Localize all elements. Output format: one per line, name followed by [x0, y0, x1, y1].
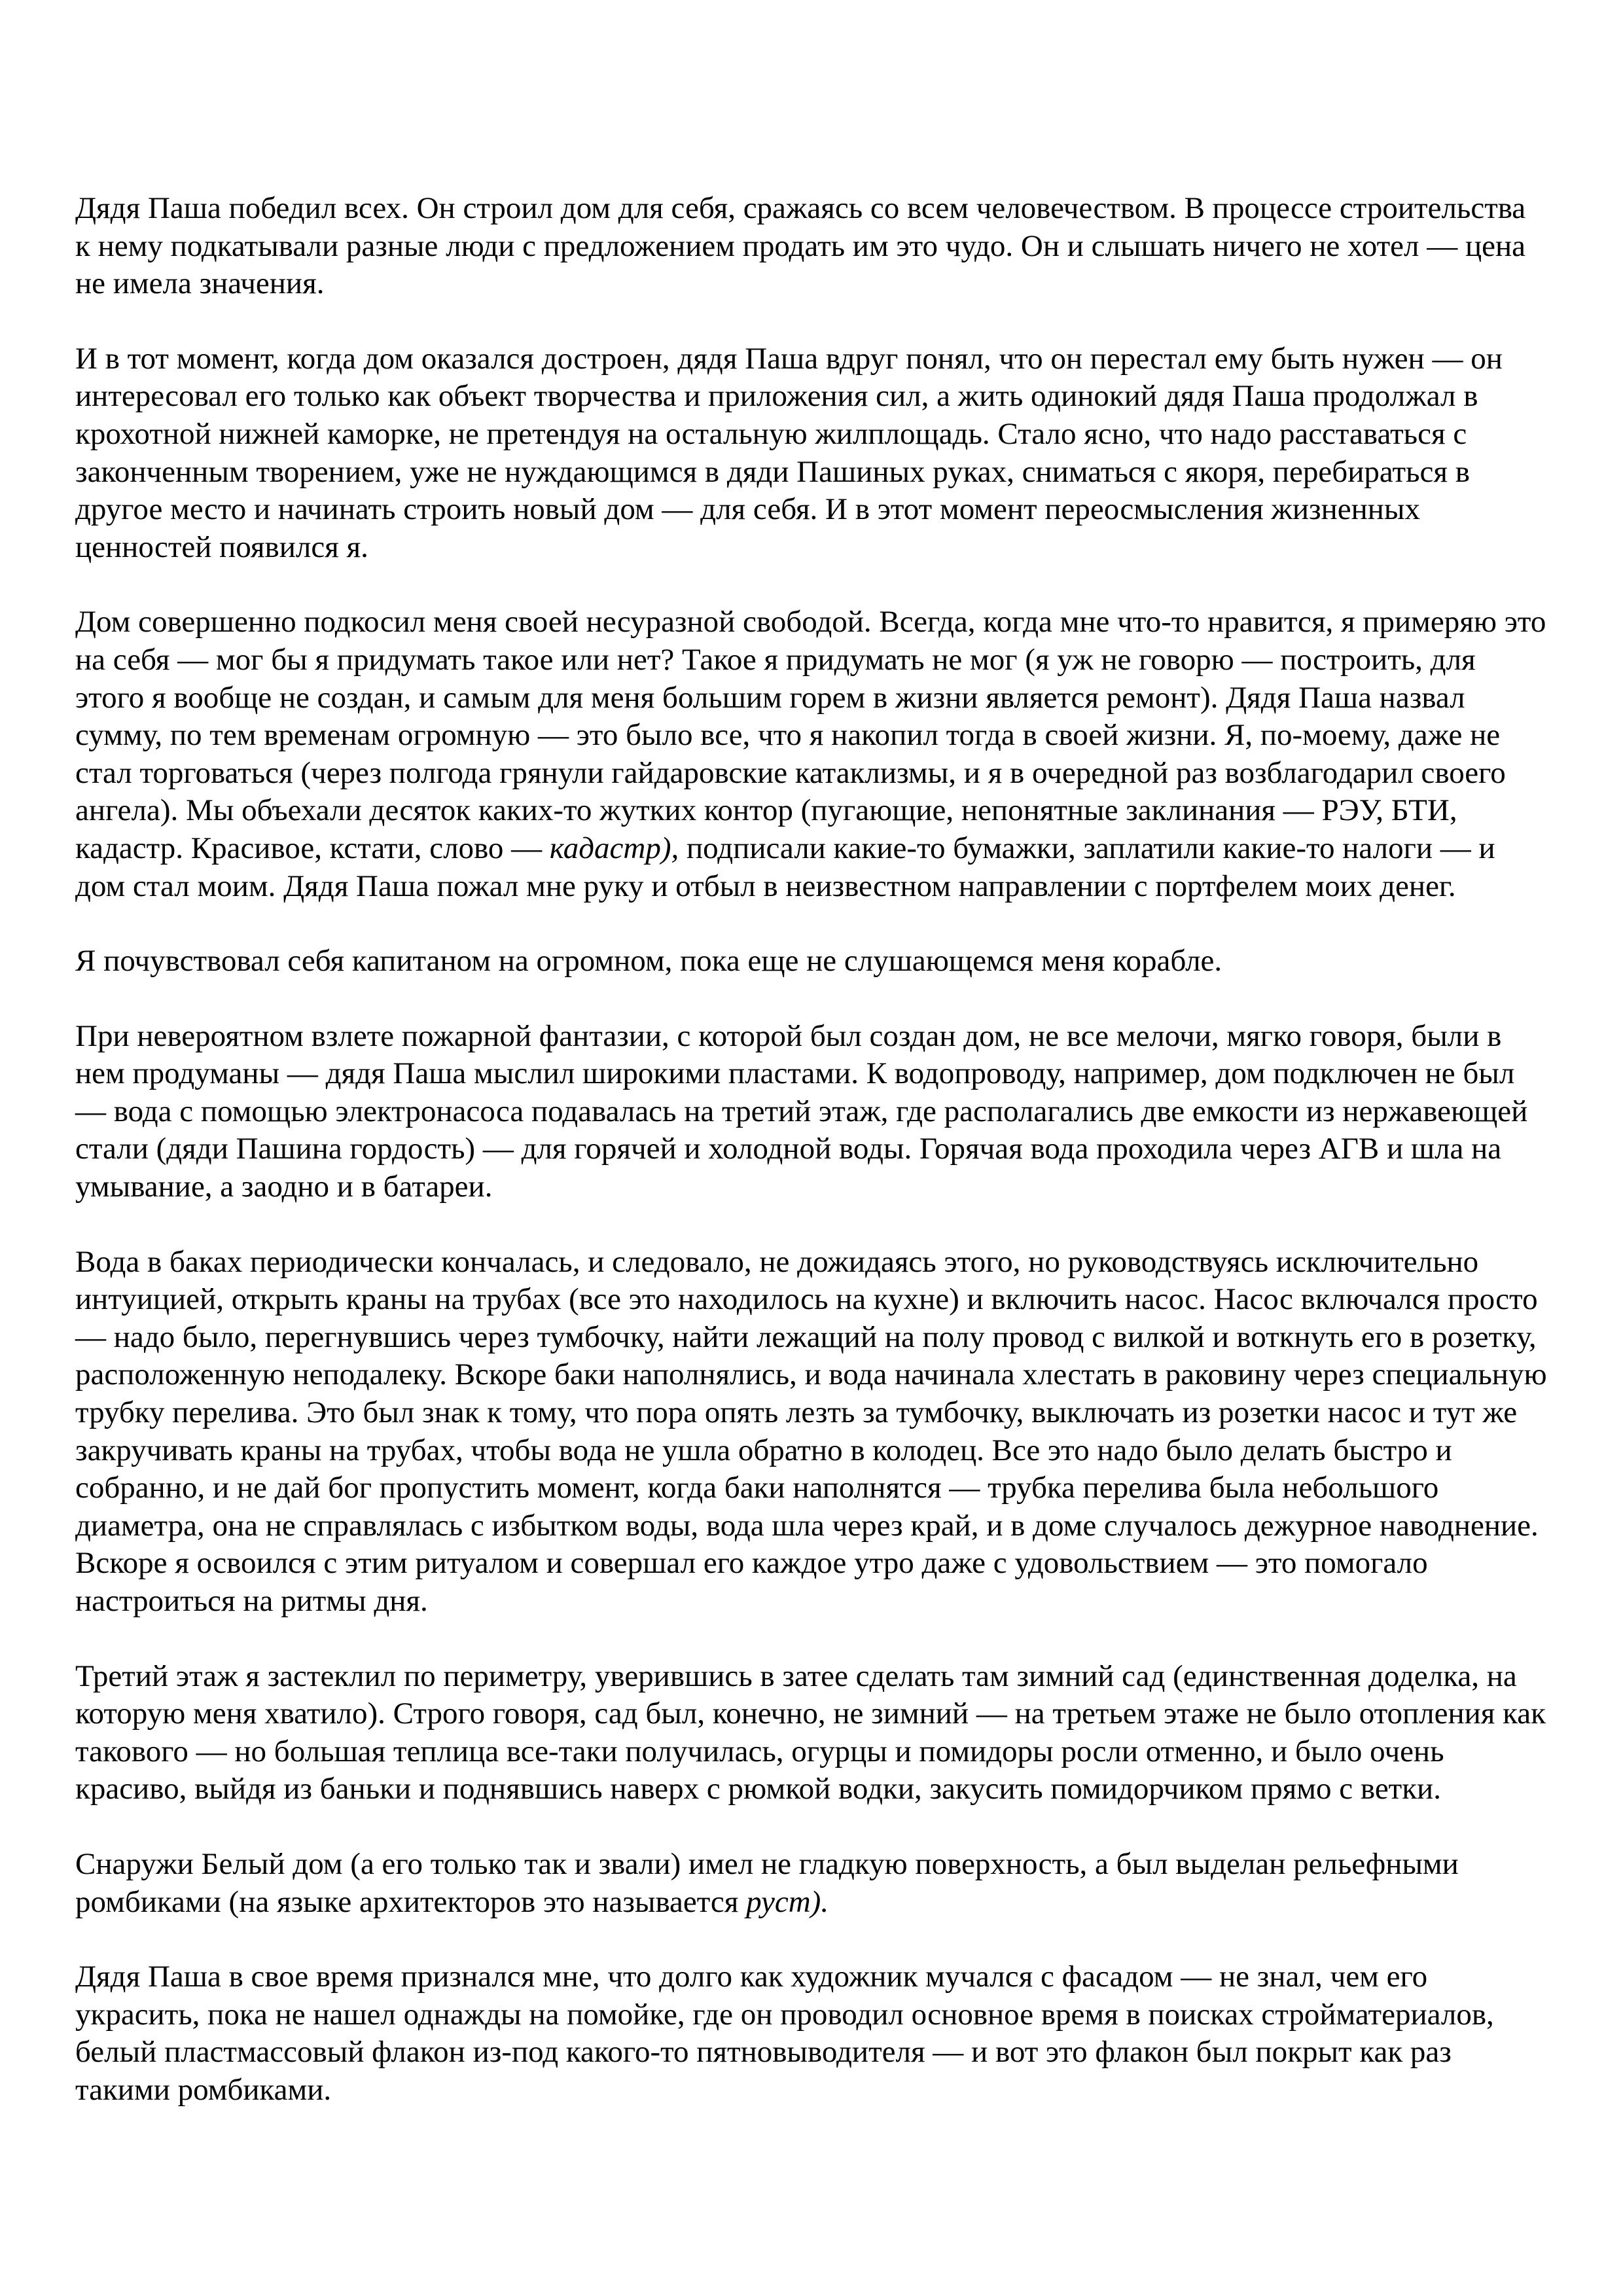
paragraph-9: Дядя Паша в свое время признался мне, что долго как художник мучался с фасадом — не знал, чем его украсить, пока не нашел однажды на помойке, где он проводил основное время в поисках стройматериалов, белый пластмассовый флакон из-под какого-то пятновыводителя — и вот это флакон был покрыт как раз такими ромбиками. — [75, 1960, 1494, 2107]
paragraph-7: Третий этаж я застеклил по периметру, уверившись в затее сделать там зимний сад (единственная доделка, на которую меня хватило). Строго говоря, сад был, конечно, не зимний — на третьем этаже не было отопления как такового — но большая теплица все-таки получилась, огурцы и помидоры росли отменно, и было очень красиво, выйдя из баньки и поднявшись наверх с рюмкой водки, закусить помидорчиком прямо с ветки. — [75, 1659, 1546, 1806]
paragraph-8 — [75, 1846, 1548, 1921]
paragraph-3-text-before: Дом совершенно подкосил меня своей несуразной свободой. Всегда, когда мне что-то нравится, я примеряю это на себя — мог бы я придумать такое или нет? Такое я придумать не мог (я уж не говорю — построить, для этого я вообще не создан, и самым для меня большим горем в жизни является ремонт). Дядя Паша назвал сумму, по тем временам огромную — это было все, что я накопил тогда в своей жизни. Я, по-моему, даже не стал торговаться (через полгода грянули гайдаровские катаклизмы, и я в очередной раз возблагодарил своего ангела). Мы объехали десяток каких-то жутких контор (пугающие, непонятные заклинания — РЭУ, БТИ, кадастр. Красивое, кстати, слово — — [75, 605, 1546, 865]
paragraph-5: При невероятном взлете пожарной фантазии, с которой был создан дом, не все мелочи, мягко говоря, были в нем продуманы — дядя Паша мыслил широкими пластами. К водопроводу, например, дом подключен не был — вода с помощью электронасоса подавалась на третий этаж, где располагались две емкости из нержавеющей стали (дяди Пашина гордость) — для горячей и холодной воды. Горячая вода проходила через АГВ и шла на умывание, а заодно и в батареи. — [75, 1018, 1528, 1204]
paragraph-1: Дядя Паша победил всех. Он строил дом для себя, сражаясь со всем человечеством. В процессе строительства к нему подкатывали разные люди с предложением продать им это чудо. Он и слышать ничего не хотел — цена не имела значения. — [75, 191, 1526, 301]
document-page — [75, 190, 1548, 2109]
paragraph-3 — [75, 603, 1548, 905]
paragraph-6: Вода в баках периодически кончалась, и следовало, не дожидаясь этого, но руководствуясь исключительно интуицией, открыть краны на трубах (все это находилось на кухне) и включить насос. Насос включался просто — надо было, перегнувшись через тумбочку, найти лежащий на полу провод с вилкой и воткнуть его в розетку, расположенную неподалеку. Вскоре баки наполнялись, и вода начинала хлестать в раковину через специальную трубку перелива. Это был знак к тому, что пора опять лезть за тумбочку, выключать из розетки насос и тут же закручивать краны на трубах, чтобы вода не ушла обратно в колодец. Все это надо было делать быстро и собранно, и не дай бог пропустить момент, когда баки наполнятся — трубка перелива была небольшого диаметра, она не справлялась с избытком воды, вода шла через край, и в доме случалось дежурное наводнение. Вскоре я освоился с этим ритуалом и совершал его каждое утро даже с удовольствием — это помогало настроиться на ритмы дня. — [75, 1244, 1547, 1618]
paragraph-3-italic-term: кадастр), — [549, 831, 679, 865]
paragraph-2: И в тот момент, когда дом оказался достроен, дядя Паша вдруг понял, что он перестал ему быть нужен — он интересовал его только как объект творчества и приложения сил, а жить одинокий дядя Паша продолжал в крохотной нижней каморке, не претендуя на остальную жилплощадь. Стало ясно, что надо расставаться с законченным творением, уже не нуждающимся в дяди Пашиных руках, сниматься с якоря, перебираться в другое место и начинать строить новый дом — для себя. И в этот момент переосмысления жизненных ценностей появился я. — [75, 341, 1503, 564]
paragraph-4: Я почувствовал себя капитаном на огромном, пока еще не слушающемся меня корабле. — [75, 944, 1222, 978]
paragraph-3-text-after: подписали какие-то бумажки, заплатили какие-то налоги — и дом стал моим. Дядя Паша пожал мне руку и отбыл в неизвестном направлении с портфелем моих денег. — [75, 831, 1495, 903]
paragraph-8-italic-term: руст). — [746, 1884, 829, 1919]
paragraph-8-text-before: Снаружи Белый дом (а его только так и звали) имел не гладкую поверхность, а был выделан рельефными ромбиками (на языке архитекторов это называется — [75, 1846, 1459, 1919]
